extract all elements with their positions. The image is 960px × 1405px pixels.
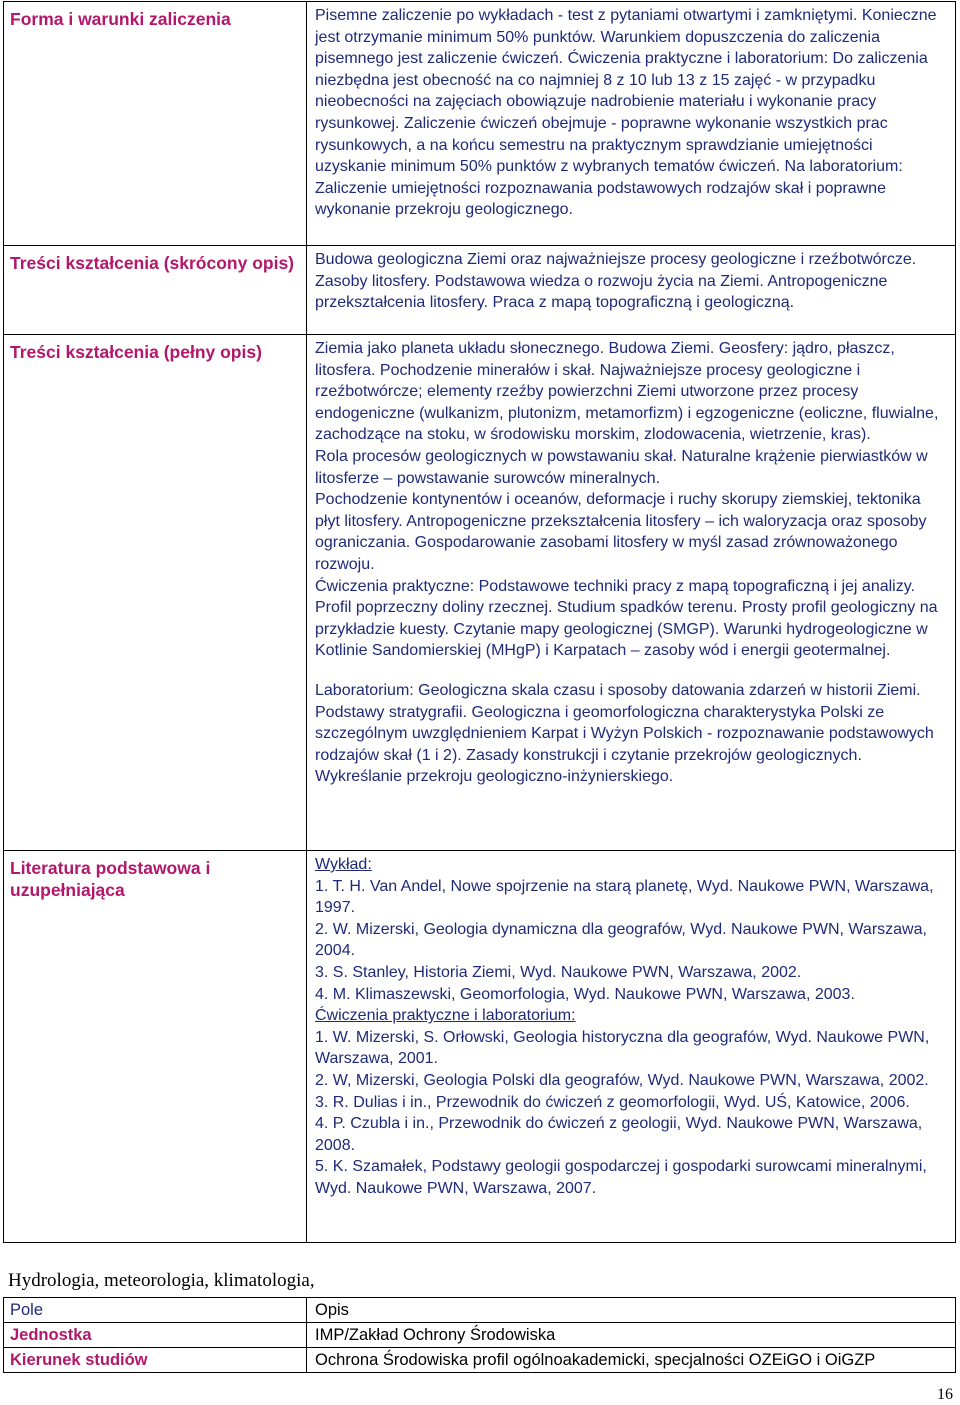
course-title: Hydrologia, meteorologia, klimatologia, <box>8 1270 315 1291</box>
literature-item: 2. W, Mizerski, Geologia Polski dla geografów, Wyd. Naukowe PWN, Warszawa, 2002. <box>315 1071 929 1089</box>
tresci-paragraph: Laboratorium: Geologiczna skala czasu i sposoby datowania zdarzeń w historii Ziemi. Podstawy stratygrafii. Geologiczna i geomorfologiczna charakterystyka Polski ze szczególnym uwzględnieniem Karpat i Wyżyn Polskich - rozpoznawanie podstawowych rodzajów skał (1 i 2). Zasady konstrukcji i czytanie przekrojów geologicznych. Wykreślanie przekroju geologiczno-inżynierskiego. <box>315 681 934 786</box>
table-row <box>4 851 956 1243</box>
tresci-pelne-label: Treści kształcenia (pełny opis) <box>4 335 307 851</box>
literature-item: 5. K. Szamałek, Podstawy geologii gospodarczej i gospodarki surowcami mineralnymi, Wyd. Naukowe PWN, Warszawa, 2007. <box>315 1158 927 1197</box>
tresci-paragraph: Ćwiczenia praktyczne: Podstawowe techniki pracy z mapą topograficzną i jej analizy. Profil poprzeczny doliny rzecznej. Studium spadków terenu. Prosty profil geologiczny na przykładzie kuesty. Czytanie mapy geologicznej (SMGP). Warunki hydrogeologiczne w Kotlinie Sandomierskiej (MHgP) i Karpatach – zasoby wód i energii geotermalnej. <box>315 577 938 660</box>
pole-key: Pole <box>4 1298 307 1323</box>
literature-item: 3. S. Stanley, Historia Ziemi, Wyd. Naukowe PWN, Warszawa, 2002. <box>315 963 802 981</box>
literatura-text <box>307 851 956 1243</box>
table-row <box>4 335 956 851</box>
table-row <box>4 1298 956 1323</box>
jednostka-value: IMP/Zakład Ochrony Środowiska <box>307 1323 956 1348</box>
table-row <box>4 2 956 246</box>
course-details-table <box>3 1 956 1243</box>
literature-item: 1. T. H. Van Andel, Nowe spojrzenie na starą planetę, Wyd. Naukowe PWN, Warszawa, 1997. <box>315 877 934 917</box>
literature-item: 4. M. Klimaszewski, Geomorfologia, Wyd. Naukowe PWN, Warszawa, 2003. <box>315 985 855 1003</box>
forma-text: Pisemne zaliczenie po wykładach - test z pytaniami otwartymi i zamkniętymi. Konieczne jest otrzymanie minimum 50% punktów. Warunkiem dopuszczenia do zaliczenia pisemnego jest zaliczenie ćwiczeń. Ćwiczenia praktyczne i laboratorium: Do zaliczenia niezbędna jest obecność na co najmniej 8 z 10 lub 13 z 15 zajęć - w przypadku nieobecności na zajęciach obowiązuje nadrobienie materiału i wykonanie pracy rysunkowej. Zaliczenie ćwiczeń obejmuje - poprawne wykonanie wszystkich prac rysunkowych, a na końcu semestru na praktycznym sprawdzianie umiejętności uzyskanie minimum 50% punktów z wybranych tematów ćwiczeń. Na laboratorium: Zaliczenie umiejętności rozpoznawania podstawowych rodzajów skał i poprawne wykonanie przekroju geologicznego. <box>307 2 956 246</box>
kierunek-key: Kierunek studiów <box>4 1348 307 1373</box>
literature-item: 1. W. Mizerski, S. Orłowski, Geologia historyczna dla geografów, Wyd. Naukowe PWN, Warszawa, 2001. <box>315 1028 930 1068</box>
tresci-paragraph: Rola procesów geologicznych w powstawaniu skał. Naturalne krążenie pierwiastków w litosferze – powstawanie surowców mineralnych. <box>315 447 928 487</box>
wyklad-heading: Wykład: <box>315 856 372 873</box>
literature-item: 2. W. Mizerski, Geologia dynamiczna dla geografów, Wyd. Naukowe PWN, Warszawa, 2004. <box>315 920 927 960</box>
tresci-pelne-text <box>307 335 956 851</box>
tresci-skrocone-label: Treści kształcenia (skrócony opis) <box>4 246 307 335</box>
tresci-skrocone-text: Budowa geologiczna Ziemi oraz najważniejsze procesy geologiczne i rzeźbotwórcze. Zasoby litosfery. Podstawowa wiedza o rozwoju życia na Ziemi. Antropogeniczne przekształcenia litosfery. Praca z mapą topograficzną i geologiczną. <box>307 246 956 335</box>
tresci-paragraph: Ziemia jako planeta układu słonecznego. Budowa Ziemi. Geosfery: jądro, płaszcz, litosfera. Pochodzenie minerałów i skał. Najważniejsze procesy geologiczne i rzeźbotwórcze; elementy rzeźby powierzchni Ziemi utworzone przez procesy endogeniczne (wulkanizm, plutonizm, metamorfizm) i egzogeniczne (eoliczne, fluwialne, zachodzące na stoku, w środowisku morskim, zlodowacenia, wietrzenie, kras). <box>315 340 939 444</box>
literatura-label: Literatura podstawowa i uzupełniająca <box>4 851 307 1243</box>
table-row <box>4 1323 956 1348</box>
course-meta-table <box>3 1297 956 1373</box>
literature-item: 4. P. Czubla i in., Przewodnik do ćwiczeń z geologii, Wyd. Naukowe PWN, Warszawa, 2008. <box>315 1115 923 1154</box>
forma-label: Forma i warunki zaliczenia <box>4 2 307 246</box>
page-number: 16 <box>937 1386 953 1403</box>
jednostka-key: Jednostka <box>4 1323 307 1348</box>
tresci-paragraph: Pochodzenie kontynentów i oceanów, deformacje i ruchy skorupy ziemskiej, tektonika płyt litosfery. Antropogeniczne przekształcenia litosfery – ich waloryzacja oraz sposoby ograniczania. Gospodarowanie zasobami litosfery w myśl zasad zrównoważonego rozwoju. <box>315 491 927 573</box>
cwiczenia-heading: Ćwiczenia praktyczne i laboratorium: <box>315 1007 576 1025</box>
table-row <box>4 1348 956 1373</box>
table-row <box>4 246 956 335</box>
pole-value: Opis <box>307 1298 956 1323</box>
kierunek-value: Ochrona Środowiska profil ogólnoakademicki, specjalności OZEiGO i OiGZP <box>307 1348 956 1373</box>
literature-item: 3. R. Dulias i in., Przewodnik do ćwiczeń z geomorfologii, Wyd. UŚ, Katowice, 2006. <box>315 1093 910 1111</box>
